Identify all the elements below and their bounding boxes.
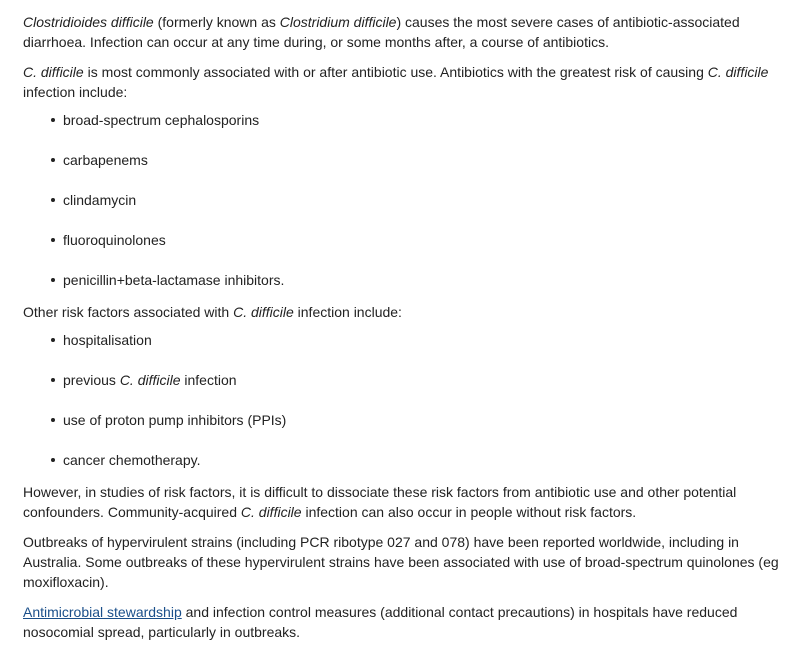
list-item: carbapenems	[63, 150, 793, 170]
list-item: fluoroquinolones	[63, 230, 793, 250]
stewardship-paragraph: Antimicrobial stewardship and infection control measures (additional contact precautions) in hospitals have reduced nosocomial spread, particularly in outbreaks.	[23, 604, 738, 640]
antibiotic-association-paragraph: C. difficile is most commonly associated with or after antibiotic use. Antibiotics with the greatest risk of causing C. difficile infection include:	[23, 64, 769, 100]
former-organism-name: Clostridium difficile	[279, 14, 397, 30]
organism-name: Clostridioides difficile	[23, 14, 154, 30]
other-risk-factors-paragraph: Other risk factors associated with C. difficile infection include:	[23, 304, 402, 320]
confounders-paragraph: However, in studies of risk factors, it is difficult to dissociate these risk factors from antibiotic use and other potential confounders. Community-acquired C. difficile infection can also occur in people without risk factors.	[23, 484, 737, 520]
outbreaks-paragraph: Outbreaks of hypervirulent strains (including PCR ribotype 027 and 078) have been reported worldwide, including in Australia. Some outbreaks of these hypervirulent strains have been associated with use of broad-spectrum quinolones (eg moxifloxacin).	[23, 534, 779, 590]
list-item: cancer chemotherapy.	[63, 450, 793, 470]
high-risk-antibiotics-list	[23, 110, 793, 290]
risk-factors-list	[23, 330, 793, 470]
list-item: use of proton pump inhibitors (PPIs)	[63, 410, 793, 430]
list-item: penicillin+beta-lactamase inhibitors.	[63, 270, 793, 290]
list-item: hospitalisation	[63, 330, 793, 350]
antimicrobial-stewardship-link[interactable]: Antimicrobial stewardship	[23, 604, 182, 620]
intro-paragraph: Clostridioides difficile (formerly known as Clostridium difficile) causes the most severe cases of antibiotic-associated diarrhoea. Infection can occur at any time during, or some months after, a course of antibiotics.	[23, 14, 740, 50]
list-item: previous C. difficile infection	[63, 370, 793, 390]
list-item: clindamycin	[63, 190, 793, 210]
list-item: broad-spectrum cephalosporins	[63, 110, 793, 130]
